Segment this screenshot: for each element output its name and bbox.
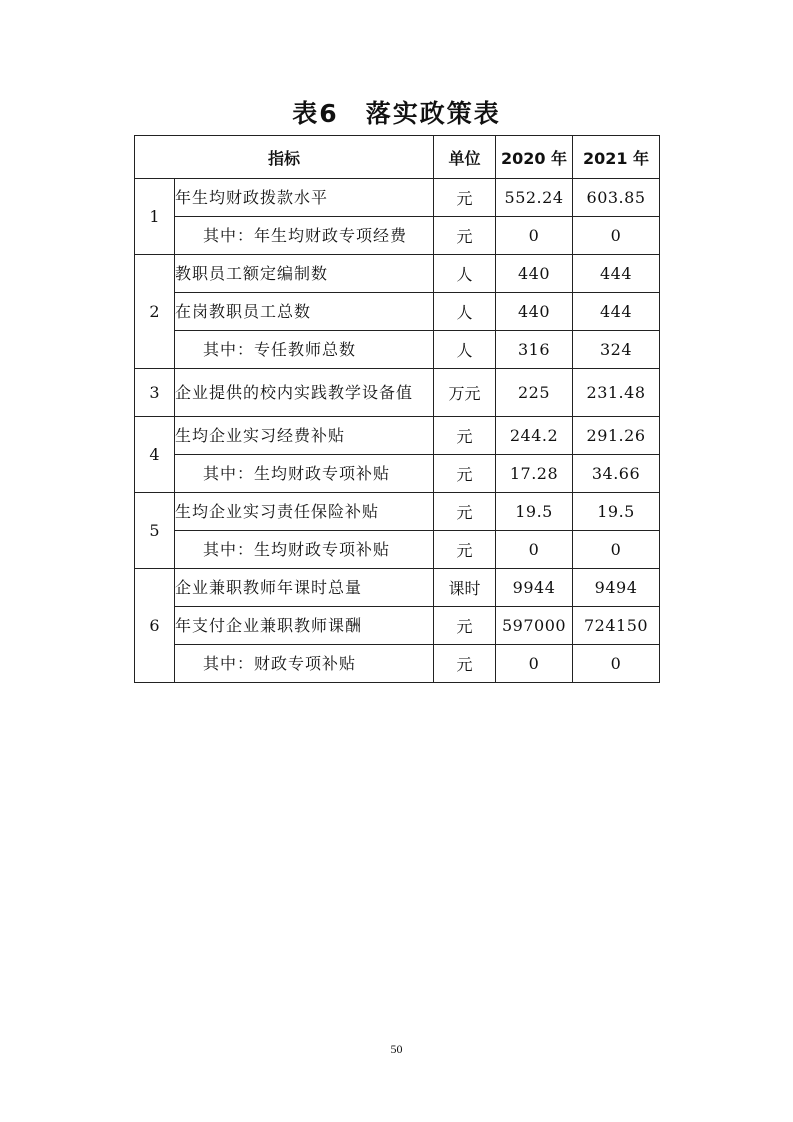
value-2020: 9944	[496, 569, 573, 607]
indicator-name: 生均企业实习责任保险补贴	[175, 493, 434, 531]
table-row	[135, 331, 660, 369]
value-2020: 597000	[496, 607, 573, 645]
unit-cell: 元	[434, 455, 496, 493]
indicator-name: 企业提供的校内实践教学设备值	[175, 369, 434, 417]
value-2020: 244.2	[496, 417, 573, 455]
unit-cell: 元	[434, 417, 496, 455]
page-title: 表6 落实政策表	[292, 99, 501, 128]
value-2021: 444	[573, 255, 660, 293]
value-2020: 316	[496, 331, 573, 369]
group-number: 5	[135, 493, 175, 569]
indicator-name: 其中：生均财政专项补贴	[175, 531, 434, 569]
header-unit: 单位	[434, 136, 496, 179]
indicator-name: 年生均财政拨款水平	[175, 179, 434, 217]
unit-cell: 元	[434, 493, 496, 531]
policy-table	[134, 135, 660, 683]
group-number: 4	[135, 417, 175, 493]
value-2021: 291.26	[573, 417, 660, 455]
group-number: 3	[135, 369, 175, 417]
header-2021: 2021 年	[573, 136, 660, 179]
value-2021: 9494	[573, 569, 660, 607]
indicator-name: 其中：生均财政专项补贴	[175, 455, 434, 493]
value-2020: 225	[496, 369, 573, 417]
table-row	[135, 417, 660, 455]
value-2021: 724150	[573, 607, 660, 645]
unit-cell: 人	[434, 331, 496, 369]
value-2020: 552.24	[496, 179, 573, 217]
unit-cell: 万元	[434, 369, 496, 417]
indicator-name: 其中：财政专项补贴	[175, 645, 434, 683]
value-2021: 231.48	[573, 369, 660, 417]
indicator-name: 年支付企业兼职教师课酬	[175, 607, 434, 645]
unit-cell: 人	[434, 255, 496, 293]
table-row	[135, 645, 660, 683]
table-row	[135, 369, 660, 417]
value-2020: 17.28	[496, 455, 573, 493]
value-2021: 324	[573, 331, 660, 369]
table-row	[135, 179, 660, 217]
value-2020: 440	[496, 255, 573, 293]
value-2020: 0	[496, 217, 573, 255]
unit-cell: 元	[434, 645, 496, 683]
header-2020: 2020 年	[496, 136, 573, 179]
indicator-name: 在岗教职员工总数	[175, 293, 434, 331]
unit-cell: 元	[434, 531, 496, 569]
indicator-name: 生均企业实习经费补贴	[175, 417, 434, 455]
group-number: 1	[135, 179, 175, 255]
unit-cell: 元	[434, 607, 496, 645]
unit-cell: 元	[434, 217, 496, 255]
table-row	[135, 607, 660, 645]
indicator-name: 其中：专任教师总数	[175, 331, 434, 369]
indicator-name: 企业兼职教师年课时总量	[175, 569, 434, 607]
table-row	[135, 455, 660, 493]
table-header-row	[135, 136, 660, 179]
header-indicator: 指标	[135, 136, 434, 179]
value-2021: 444	[573, 293, 660, 331]
unit-cell: 人	[434, 293, 496, 331]
value-2021: 19.5	[573, 493, 660, 531]
table-row	[135, 293, 660, 331]
value-2021: 0	[573, 645, 660, 683]
value-2021: 0	[573, 217, 660, 255]
indicator-name: 其中：年生均财政专项经费	[175, 217, 434, 255]
table-row	[135, 493, 660, 531]
value-2020: 0	[496, 645, 573, 683]
indicator-name: 教职员工额定编制数	[175, 255, 434, 293]
value-2021: 603.85	[573, 179, 660, 217]
value-2021: 0	[573, 531, 660, 569]
value-2020: 440	[496, 293, 573, 331]
table-row	[135, 569, 660, 607]
unit-cell: 课时	[434, 569, 496, 607]
table-row	[135, 531, 660, 569]
group-number: 2	[135, 255, 175, 369]
value-2020: 0	[496, 531, 573, 569]
page-number: 50	[390, 1042, 403, 1056]
value-2020: 19.5	[496, 493, 573, 531]
unit-cell: 元	[434, 179, 496, 217]
table-row	[135, 217, 660, 255]
value-2021: 34.66	[573, 455, 660, 493]
table-row	[135, 255, 660, 293]
group-number: 6	[135, 569, 175, 683]
